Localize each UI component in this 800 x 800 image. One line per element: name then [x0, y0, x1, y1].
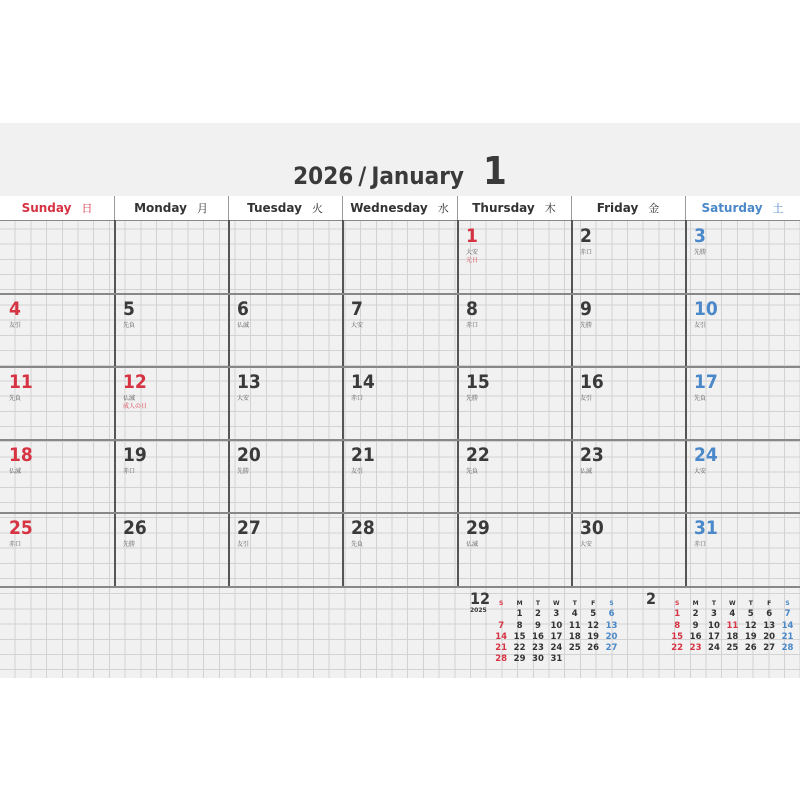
mini-day: 24	[708, 643, 720, 654]
mini-week-row	[492, 613, 621, 631]
rokuyo-label: 赤口	[466, 322, 479, 329]
weekday-divider	[114, 196, 115, 220]
day-cell[interactable]	[237, 439, 347, 509]
weekday-saturday	[685, 196, 800, 220]
weekday-header	[0, 196, 800, 221]
day-cell[interactable]	[694, 439, 800, 509]
weekday-friday	[571, 196, 685, 220]
rokuyo-label: 先負	[351, 541, 364, 548]
mini-day: 15	[513, 631, 526, 642]
mini-year: 2025	[470, 607, 487, 614]
weekday-thursday	[457, 196, 571, 220]
mini-week-row	[492, 635, 621, 654]
day-number: 27	[237, 517, 261, 539]
weekday-tuesday	[228, 196, 342, 220]
rokuyo-label: 先勝	[694, 249, 707, 256]
day-cell[interactable]	[466, 293, 576, 363]
day-cell[interactable]	[351, 366, 461, 436]
weekday-name: Monday	[134, 201, 187, 215]
day-cell[interactable]	[351, 512, 461, 582]
rokuyo-label: 仏滅	[237, 322, 250, 329]
mini-weekday: S	[675, 600, 680, 607]
day-number: 20	[237, 444, 261, 466]
day-cell[interactable]	[123, 439, 233, 509]
day-cell[interactable]	[123, 512, 233, 582]
mini-day: 18	[726, 631, 739, 642]
mini-day: 20	[763, 631, 776, 642]
rokuyo-label: 仏滅	[580, 468, 593, 475]
mini-day: 28	[495, 654, 508, 665]
mini-month-number: 2	[646, 589, 657, 608]
weekday-kanji: 金	[648, 202, 660, 215]
day-cell[interactable]	[580, 366, 690, 436]
mini-table	[492, 590, 621, 665]
rokuyo-label: 先勝	[237, 468, 250, 475]
mini-week-row	[492, 601, 621, 620]
title-month-name: January	[371, 162, 464, 190]
mini-weekday: T	[535, 600, 541, 607]
mini-day: 18	[568, 631, 581, 642]
rokuyo-label: 赤口	[9, 541, 22, 548]
mini-day: 27	[605, 643, 618, 654]
day-number: 15	[466, 371, 490, 393]
day-cell[interactable]	[9, 439, 119, 509]
weekday-kanji: 月	[196, 202, 208, 215]
weekday-name: Thursday	[472, 201, 535, 215]
mini-day: 10	[708, 620, 720, 631]
weekday-kanji: 火	[311, 202, 323, 215]
day-cell[interactable]	[351, 293, 461, 363]
mini-day: 30	[532, 654, 544, 665]
mini-day: 13	[763, 620, 776, 631]
weekday-divider	[571, 196, 572, 220]
rokuyo-label: 先勝	[466, 395, 479, 402]
day-number: 25	[9, 517, 33, 539]
day-cell[interactable]	[694, 220, 800, 290]
mini-day: 23	[689, 643, 702, 654]
rokuyo-label: 友引	[9, 322, 22, 329]
mini-day: 19	[744, 631, 757, 642]
day-number: 23	[580, 444, 604, 466]
mini-day: 9	[692, 620, 699, 631]
mini-day: 24	[550, 643, 563, 654]
title-separator: /	[358, 162, 367, 190]
mini-week-row	[492, 646, 621, 665]
mini-day: 3	[553, 609, 560, 620]
mini-week-row	[668, 635, 797, 654]
day-cell[interactable]	[351, 439, 461, 509]
day-number: 29	[466, 517, 490, 539]
mini-day: 21	[495, 643, 508, 654]
mini-day: 13	[605, 620, 618, 631]
rokuyo-label: 先勝	[123, 541, 136, 548]
holiday-label: 元日	[466, 257, 479, 264]
mini-weekday: F	[591, 600, 596, 607]
day-cell[interactable]	[9, 366, 119, 436]
rokuyo-label: 大安	[580, 541, 593, 548]
mini-day: 25	[568, 643, 581, 654]
mini-day: 5	[747, 609, 754, 620]
rokuyo-label: 先負	[123, 322, 136, 329]
mini-day: 2	[535, 609, 541, 620]
weekday-monday	[114, 196, 228, 220]
mini-day: 11	[568, 620, 581, 631]
mini-day: 25	[726, 643, 739, 654]
weekday-name: Tuesday	[247, 201, 302, 215]
day-number: 3	[694, 225, 706, 247]
weekday-sunday	[0, 196, 114, 220]
day-cell[interactable]	[123, 293, 233, 363]
day-cell[interactable]	[694, 366, 800, 436]
rokuyo-label: 大安	[466, 249, 479, 256]
mini-day: 12	[744, 620, 757, 631]
day-number: 8	[466, 298, 478, 320]
mini-week-row	[492, 624, 621, 642]
day-cell[interactable]	[580, 439, 690, 509]
day-number: 1	[466, 225, 478, 247]
rokuyo-label: 大安	[237, 395, 250, 402]
day-number: 21	[351, 444, 375, 466]
title-band	[0, 123, 800, 196]
weekday-name: Wednesday	[350, 201, 428, 215]
day-number: 12	[123, 371, 147, 393]
day-number: 18	[9, 444, 33, 466]
rokuyo-label: 赤口	[123, 468, 136, 475]
mini-weekday: W	[729, 600, 736, 607]
day-number: 26	[123, 517, 147, 539]
mini-day: 26	[587, 643, 600, 654]
mini-table	[668, 590, 797, 654]
rokuyo-label: 先負	[9, 395, 22, 402]
rokuyo-label: 仏滅	[123, 395, 136, 402]
day-number: 9	[580, 298, 592, 320]
day-cell[interactable]	[466, 220, 576, 290]
mini-weekday: M	[692, 600, 699, 607]
day-cell[interactable]	[694, 293, 800, 363]
weekday-divider	[457, 196, 458, 220]
weekday-wednesday	[342, 196, 457, 220]
weekday-kanji: 土	[772, 202, 784, 215]
mini-day: 7	[784, 609, 791, 620]
rokuyo-label: 仏滅	[466, 541, 479, 548]
rokuyo-label: 大安	[351, 322, 364, 329]
day-cell[interactable]	[694, 512, 800, 582]
day-cell[interactable]	[466, 439, 576, 509]
day-number: 2	[580, 225, 592, 247]
day-cell[interactable]	[580, 512, 690, 582]
weekday-divider	[228, 196, 229, 220]
mini-day: 14	[495, 631, 508, 642]
day-number: 17	[694, 371, 718, 393]
mini-header-row	[492, 590, 621, 607]
calendar-title	[0, 149, 800, 193]
day-cell[interactable]	[9, 293, 119, 363]
mini-day: 3	[711, 609, 717, 620]
rokuyo-label: 友引	[580, 395, 593, 402]
mini-day: 8	[516, 620, 523, 631]
rokuyo-label: 赤口	[580, 249, 593, 256]
mini-day: 12	[587, 620, 600, 631]
weekday-name: Friday	[596, 201, 639, 215]
weekday-name: Sunday	[21, 201, 72, 215]
mini-day: 7	[498, 620, 505, 631]
mini-day: 20	[605, 631, 618, 642]
day-cell[interactable]	[237, 293, 347, 363]
day-number: 6	[237, 298, 249, 320]
mini-day: 2	[692, 609, 699, 620]
day-number: 14	[351, 371, 375, 393]
rokuyo-label: 先負	[466, 468, 479, 475]
mini-day: 4	[729, 609, 736, 620]
mini-weekday: F	[767, 600, 772, 607]
rokuyo-label: 友引	[694, 322, 707, 329]
day-number: 31	[694, 517, 718, 539]
mini-day: 19	[587, 631, 600, 642]
mini-day: 6	[766, 609, 773, 620]
mini-day: 6	[608, 609, 615, 620]
day-cell[interactable]	[237, 512, 347, 582]
mini-day: 5	[590, 609, 597, 620]
mini-day: 29	[513, 654, 526, 665]
day-number: 13	[237, 371, 261, 393]
weekday-name: Saturday	[701, 201, 763, 215]
mini-day: 22	[513, 643, 526, 654]
mini-weekday: S	[499, 600, 504, 607]
mini-weekday: S	[785, 600, 790, 607]
day-number: 4	[9, 298, 21, 320]
day-cell[interactable]	[580, 293, 690, 363]
mini-day: 23	[532, 643, 544, 654]
month-grid	[0, 220, 800, 586]
title-year: 2026	[293, 162, 354, 190]
rokuyo-label: 先負	[694, 395, 707, 402]
weekday-kanji: 水	[437, 202, 449, 215]
mini-day: 9	[535, 620, 541, 631]
mini-weekday: W	[553, 600, 560, 607]
day-number: 11	[9, 371, 33, 393]
weekday-divider	[342, 196, 343, 220]
mini-day: 1	[516, 609, 523, 620]
mini-weekday: M	[516, 600, 523, 607]
mini-day: 28	[781, 643, 794, 654]
rokuyo-label: 友引	[351, 468, 364, 475]
day-cell[interactable]	[466, 366, 576, 436]
mini-day: 15	[671, 631, 684, 642]
mini-day: 14	[781, 620, 794, 631]
mini-day: 16	[689, 631, 702, 642]
mini-day: 1	[674, 609, 681, 620]
mini-day: 4	[571, 609, 578, 620]
title-month-number: 1	[483, 149, 507, 193]
mini-weekday: T	[711, 600, 717, 607]
weekday-kanji: 日	[81, 202, 93, 215]
mini-day: 16	[532, 631, 544, 642]
rokuyo-label: 仏滅	[9, 468, 22, 475]
day-number: 24	[694, 444, 718, 466]
day-number: 16	[580, 371, 604, 393]
calendar-sheet	[0, 123, 800, 678]
day-number: 5	[123, 298, 135, 320]
mini-day: 22	[671, 643, 684, 654]
day-number: 10	[694, 298, 718, 320]
mini-day: 17	[708, 631, 720, 642]
mini-day: 26	[744, 643, 757, 654]
mini-day: 21	[781, 631, 794, 642]
mini-day: 17	[550, 631, 563, 642]
day-number: 7	[351, 298, 363, 320]
weekday-kanji: 木	[544, 202, 556, 215]
day-cell[interactable]	[580, 220, 690, 290]
rokuyo-label: 赤口	[694, 541, 707, 548]
day-number: 22	[466, 444, 490, 466]
day-cell[interactable]	[466, 512, 576, 582]
mini-day: 10	[550, 620, 563, 631]
day-number: 19	[123, 444, 147, 466]
mini-week-row	[668, 613, 797, 631]
mini-day: 27	[763, 643, 776, 654]
weekday-divider	[685, 196, 686, 220]
mini-weekday: S	[609, 600, 614, 607]
rokuyo-label: 大安	[694, 468, 707, 475]
mini-month-number: 12	[470, 589, 491, 608]
day-number: 28	[351, 517, 375, 539]
day-number: 30	[580, 517, 604, 539]
mini-header-row	[668, 590, 797, 607]
mini-weekday: T	[748, 600, 753, 607]
rokuyo-label: 先勝	[580, 322, 593, 329]
mini-weekday: T	[572, 600, 577, 607]
day-cell[interactable]	[237, 366, 347, 436]
row-divider	[0, 586, 800, 588]
mini-day: 8	[674, 620, 681, 631]
mini-day: 11	[726, 620, 739, 631]
day-cell[interactable]	[9, 512, 119, 582]
rokuyo-label: 赤口	[351, 395, 364, 402]
mini-day: 31	[550, 654, 563, 665]
mini-week-row	[668, 624, 797, 642]
mini-week-row	[668, 601, 797, 620]
holiday-label: 成人の日	[123, 403, 148, 410]
day-cell[interactable]	[123, 366, 233, 436]
rokuyo-label: 友引	[237, 541, 250, 548]
